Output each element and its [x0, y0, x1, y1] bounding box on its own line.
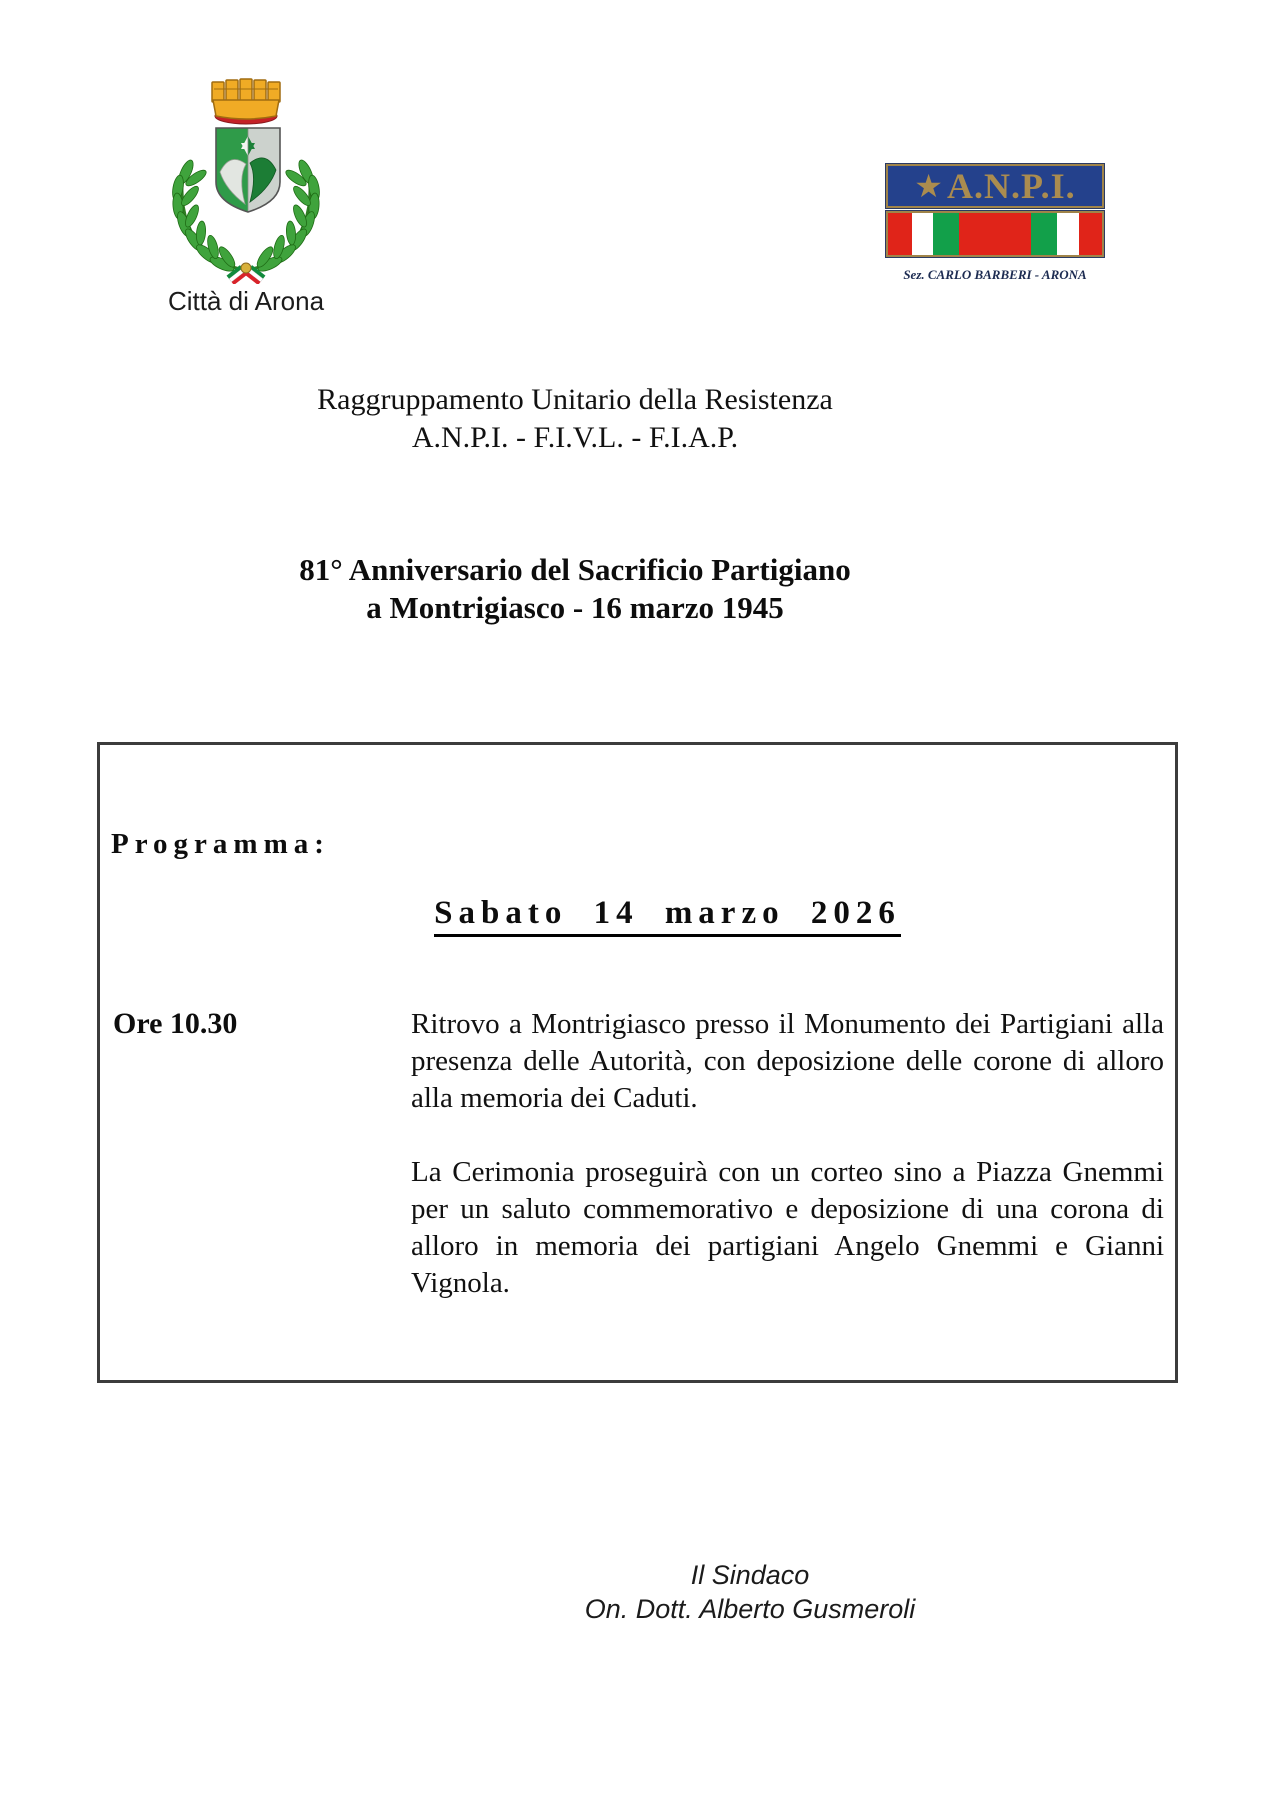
program-box: [97, 742, 1178, 1383]
event-title: [0, 551, 1150, 627]
program-paragraph-2: La Cerimonia proseguirà con un corteo sino a Piazza Gnemmi per un saluto commemorativo e deposizione di una corona di alloro in memoria dei partigiani Angelo Gnemmi e Gianni Vignola.: [411, 1156, 1164, 1299]
event-title-line1: 81° Anniversario del Sacrificio Partigiano: [299, 552, 851, 587]
program-label: Programma:: [111, 828, 330, 860]
program-entry-description: [411, 1006, 1164, 1302]
organization-line1: Raggruppamento Unitario della Resistenza: [317, 383, 833, 416]
arona-coat-of-arms-icon: [160, 74, 332, 284]
date-heading-row: [130, 895, 1205, 932]
ribbon-stripe-white: [1057, 213, 1078, 255]
ribbon-stripe-white: [912, 213, 933, 255]
signature-role: Il Sindaco: [690, 1560, 810, 1590]
italian-flag-ribbon: [886, 211, 1104, 257]
anpi-section-label: Sez. CARLO BARBERI - ARONA: [903, 267, 1087, 282]
anpi-logo-block: [886, 164, 1104, 283]
organization-line2: A.N.P.I. - F.I.V.L. - F.I.A.P.: [411, 421, 739, 454]
anpi-star-icon: ★: [914, 168, 943, 204]
anpi-acronym: A.N.P.I.: [946, 166, 1076, 206]
date-heading: Sabato 14 marzo 2026: [434, 895, 901, 937]
program-entry-time: Ore 10.30: [113, 1007, 238, 1040]
city-name: Città di Arona: [167, 286, 325, 316]
ribbon-stripe-red: [888, 213, 912, 255]
event-title-line2: a Montrigiasco - 16 marzo 1945: [366, 590, 784, 625]
signature-block: [220, 1558, 1280, 1626]
ribbon-stripe-green: [933, 213, 959, 255]
signature-name: On. Dott. Alberto Gusmeroli: [584, 1594, 916, 1624]
ribbon-stripe-green: [1031, 213, 1057, 255]
arona-emblem-block: [158, 74, 334, 317]
anpi-banner: [886, 164, 1104, 208]
ribbon-stripe-red: [1079, 213, 1103, 255]
ribbon-stripe-red-center: [959, 213, 1032, 255]
program-paragraph-1: Ritrovo a Montrigiasco presso il Monumento dei Partigiani alla presenza delle Autorità, con deposizione delle corone di alloro alla memoria dei Caduti.: [411, 1008, 1164, 1114]
organization-heading: [0, 381, 1150, 457]
